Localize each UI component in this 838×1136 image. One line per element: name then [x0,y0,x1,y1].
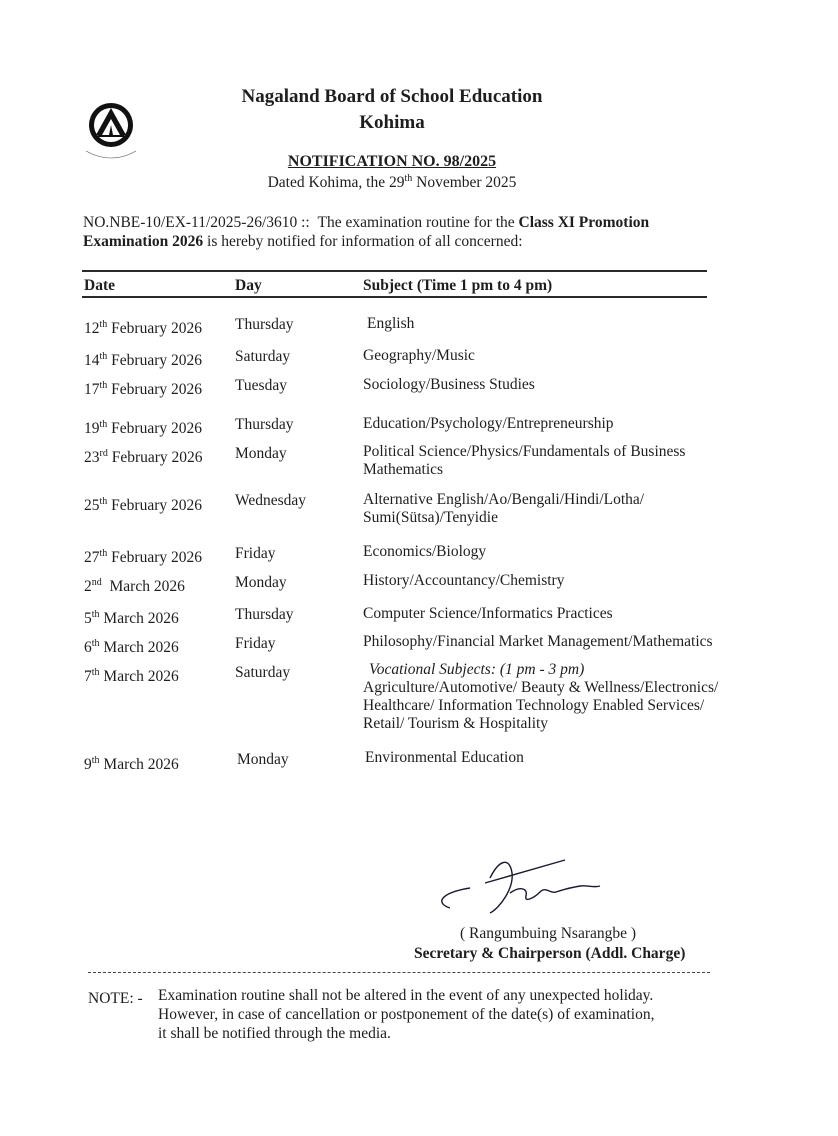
signatory-title: Secretary & Chairperson (Addl. Charge) [414,945,686,962]
note-label: NOTE: - [88,990,143,1007]
row-subject: Environmental Education [365,749,524,766]
row-date: 19th February 2026 [84,419,202,438]
row-subject: Computer Science/Informatics Practices [363,605,613,622]
row-day: Wednesday [235,492,307,509]
row-date: 12th February 2026 [84,319,202,338]
row-date: 9th March 2026 [84,755,179,774]
row-day: Thursday [235,316,294,333]
exam-name: Class XI Promotion Examination 2026 [83,214,650,250]
note-text: Examination routine shall not be altered in the event of any unexpected holiday. However, in case of cancellation or postponement of the date(s) of examination, it shall be notified through the media. [158,987,655,1042]
col-header-day: Day [235,277,262,294]
row-date: 6th March 2026 [84,638,179,657]
row-day: Thursday [235,606,294,623]
table-top-rule [82,270,707,272]
row-subject: History/Accountancy/Chemistry [363,572,565,589]
reference-number: NO.NBE-10/EX-11/2025-26/3610 :: [83,214,310,231]
row-day: Friday [235,545,276,562]
row-subject: Education/Psychology/Entrepreneurship [363,415,614,432]
vocational-note: Vocational Subjects: (1 pm - 3 pm) [369,661,585,678]
row-subject: Geography/Music [363,347,475,364]
row-day: Saturday [235,348,291,365]
row-subject: Philosophy/Financial Market Management/Mathematics [363,633,713,650]
row-date: 14th February 2026 [84,351,202,370]
row-day: Saturday [235,664,291,681]
row-subject: Alternative English/Ao/Bengali/Hindi/Lotha/ Sumi(Sütsa)/Tenyidie [363,491,645,526]
col-header-date: Date [84,277,115,294]
row-date: 23rd February 2026 [84,448,203,467]
note-divider [88,972,710,973]
row-day: Monday [235,445,287,462]
row-date: 17th February 2026 [84,380,202,399]
row-date: 25th February 2026 [84,496,202,515]
row-subject: Sociology/Business Studies [363,376,535,393]
row-day: Friday [235,635,276,652]
row-subject: Vocational Subjects: (1 pm - 3 pm) Agriculture/Automotive/ Beauty & Wellness/Electronics/ Healthcare/ Information Technology Enabled Services/ Retail/ Tourism & Hospitality [363,661,763,733]
signatory-name: ( Rangumbuing Nsarangbe ) [460,925,637,942]
row-date: 2nd March 2026 [84,577,185,596]
table-header-rule [82,296,707,298]
row-date: 5th March 2026 [84,609,179,628]
row-day: Thursday [235,416,294,433]
signature [430,848,610,918]
row-subject: English [367,315,415,332]
row-day: Monday [235,574,287,591]
row-subject: Economics/Biology [363,543,487,560]
board-name: Nagaland Board of School Education [241,86,543,107]
intro-paragraph: NO.NBE-10/EX-11/2025-26/3610 :: The examination routine for the Class XI Promotion Examination 2026 is hereby notified for information of all concerned: [83,214,650,250]
row-day: Tuesday [235,377,287,394]
notification-title: NOTIFICATION NO. 98/2025 [287,153,497,170]
board-city: Kohima [359,112,425,133]
row-date: 7th March 2026 [84,667,179,686]
row-subject: Political Science/Physics/Fundamentals of Business Mathematics [363,443,686,478]
dated-line: Dated Kohima, the 29th November 2025 [267,173,517,192]
row-day: Monday [237,751,289,768]
row-date: 27th February 2026 [84,548,202,567]
col-header-subject: Subject (Time 1 pm to 4 pm) [363,277,553,294]
